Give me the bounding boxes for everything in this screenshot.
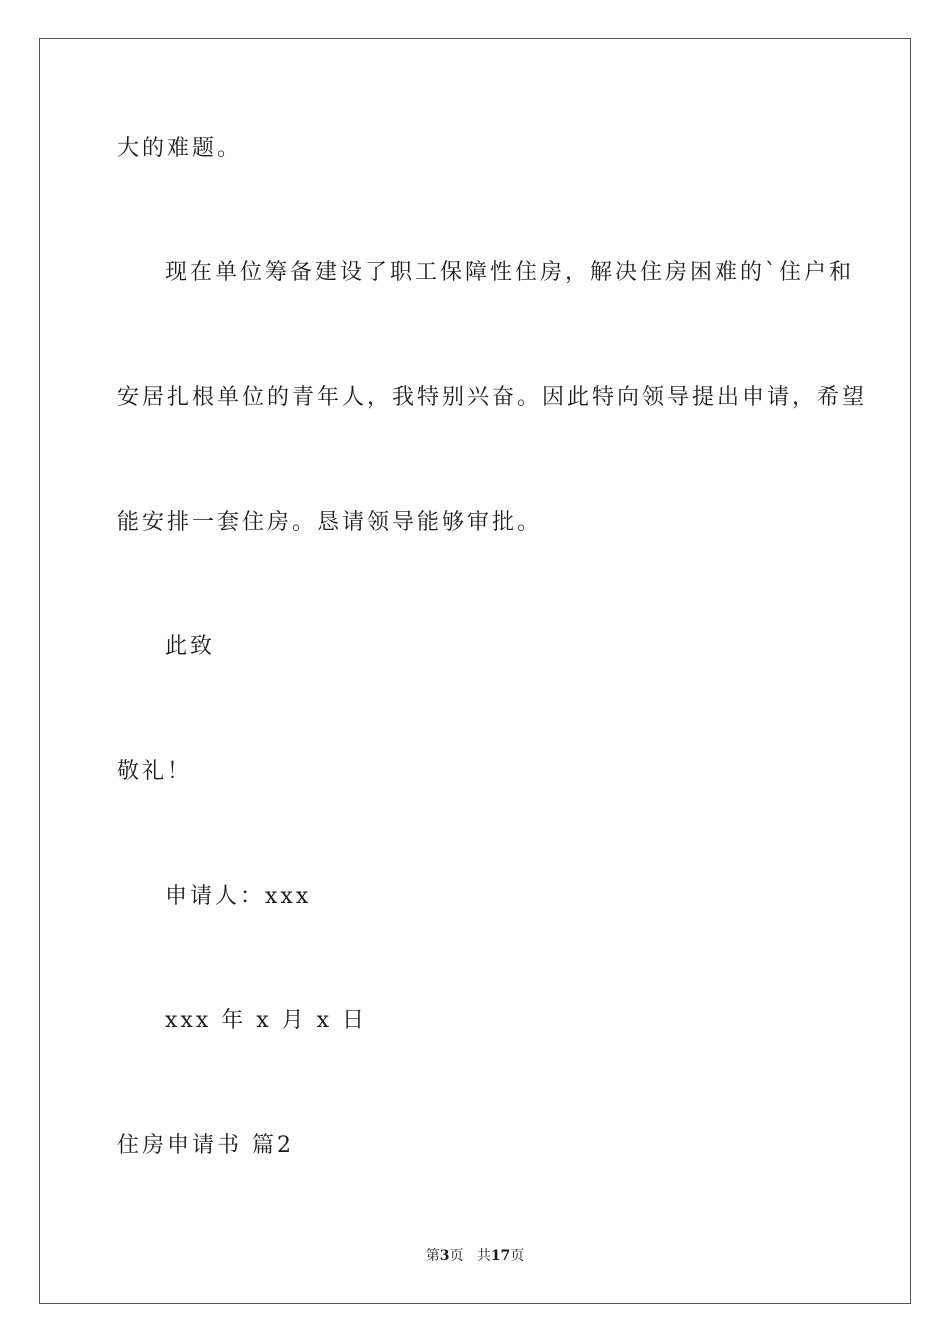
footer-page-current: 3 [439, 1248, 450, 1264]
signature-date: xxx 年 x 月 x 日 [165, 1008, 368, 1033]
footer-page-total: 17 [490, 1248, 511, 1264]
paragraph-line-4: 能安排一套住房。恳请领导能够审批。 [117, 510, 543, 535]
footer-total-suffix: 页 [510, 1248, 525, 1264]
page-footer [0, 1246, 950, 1266]
paragraph-line-2: 现在单位筹备建设了职工保障性住房，解决住房困难的`住户和 [165, 260, 855, 285]
page-frame [39, 38, 911, 1304]
applicant-signature: 申请人：xxx [165, 884, 312, 909]
closing-regards: 敬礼！ [117, 759, 193, 784]
footer-page-prefix: 第 [425, 1248, 440, 1264]
paragraph-line-1: 大的难题。 [117, 136, 243, 161]
footer-page-suffix: 页 [449, 1248, 464, 1264]
section-heading: 住房申请书 篇2 [117, 1133, 294, 1158]
footer-total-prefix: 共 [476, 1248, 491, 1264]
paragraph-line-3: 安居扎根单位的青年人，我特别兴奋。因此特向领导提出申请，希望 [117, 385, 868, 410]
closing-salutation: 此致 [165, 634, 216, 659]
